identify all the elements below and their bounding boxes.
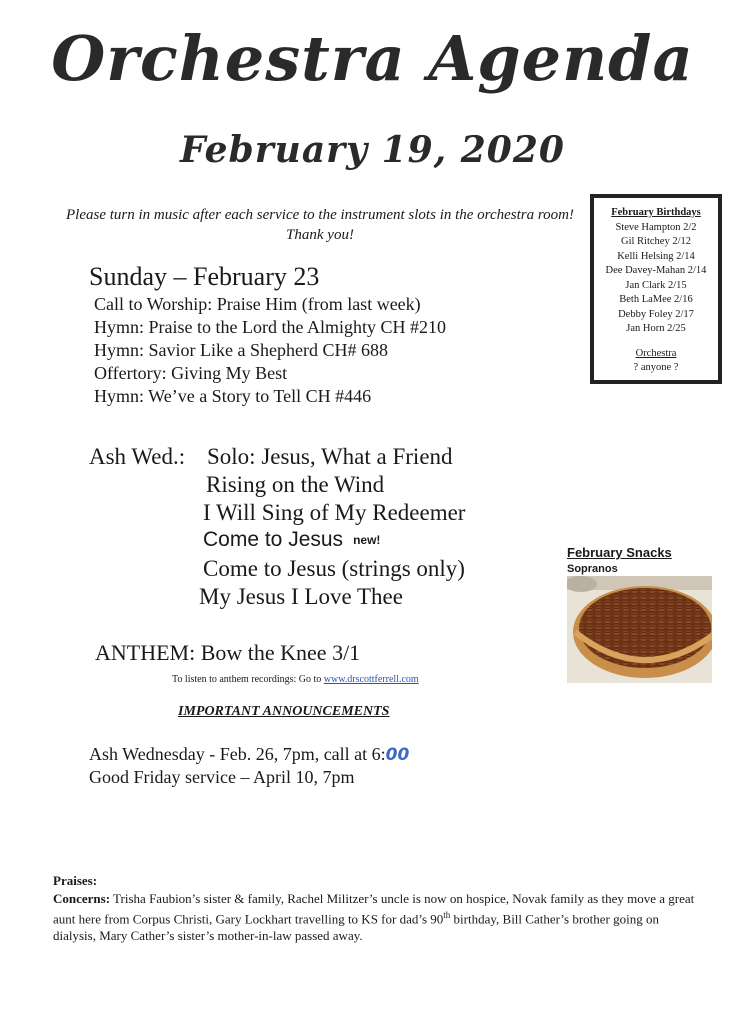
page-title: Orchestra Agenda: [51, 22, 694, 95]
concerns-label: Concerns:: [53, 891, 111, 906]
page-date: February 19, 2020: [180, 129, 565, 171]
praises-label: Praises:: [53, 873, 98, 888]
sunday-item-offertory: Offertory: Giving My Best: [94, 363, 288, 383]
birthday-entry: Steve Hampton 2/2: [615, 221, 697, 233]
concerns-text-a: Trisha Faubion’s sister & family, Rachel Militzer’s uncle is now on hospice, Novak family as they move a great aunt here from Corpus Christi, Gary Lockhart travelling to KS for dad’s 90: [53, 891, 695, 927]
snacks-heading: February Snacks: [567, 545, 672, 560]
anthem-line: ANTHEM: Bow the Knee 3/1: [95, 640, 361, 665]
anthem-recordings-link[interactable]: www.drscottferrell.com: [323, 674, 419, 685]
sunday-item-hymn-3: Hymn: We’ve a Story to Tell CH #446: [94, 386, 372, 406]
sunday-item-call-to-worship: Call to Worship: Praise Him (from last week): [94, 294, 421, 314]
birthday-entry: Gil Ritchey 2/12: [621, 236, 691, 247]
concerns-paragraph: [53, 890, 703, 944]
announcement-good-friday: Good Friday service – April 10, 7pm: [89, 767, 355, 787]
announcements-heading: IMPORTANT ANNOUNCEMENTS: [178, 704, 390, 719]
handwritten-time: 00: [385, 745, 410, 765]
sunday-heading: Sunday – February 23: [89, 262, 320, 291]
ash-item-solo: Solo: Jesus, What a Friend: [207, 444, 453, 469]
new-badge: new!: [353, 533, 381, 548]
birthday-entry: Dee Davey-Mahan 2/14: [605, 265, 707, 276]
announcement-ash-wednesday-text: Ash Wednesday - Feb. 26, 7pm, call at 6:: [89, 744, 386, 764]
concerns-ordinal: th: [443, 910, 451, 920]
listen-note: [172, 674, 419, 685]
listen-text: To listen to anthem recordings: Go to: [172, 674, 322, 685]
instruction-note: Please turn in music after each service to the instrument slots in the orchestra room! Thank you!: [66, 207, 574, 243]
birthday-entry: Jan Clark 2/15: [625, 279, 687, 291]
concerns-text-b: birthday, Bill Cather’s brother going on dialysis, Mary Cather’s sister’s mother-in-law passed away.: [53, 911, 659, 944]
ash-item-rising: Rising on the Wind: [206, 472, 385, 497]
birthday-entry: Debby Foley 2/17: [618, 308, 694, 320]
orchestra-birthday-value: ? anyone ?: [633, 362, 679, 373]
birthdays-box: [590, 194, 722, 384]
snacks-group: Sopranos: [567, 563, 618, 575]
ash-item-my-jesus: My Jesus I Love Thee: [199, 584, 403, 609]
orchestra-birthday-label: Orchestra: [635, 347, 677, 359]
ash-item-come-to-jesus: [203, 528, 380, 552]
birthday-entry: Beth LaMee 2/16: [619, 294, 693, 305]
birthday-entry: Kelli Helsing 2/14: [617, 250, 695, 262]
birthday-entry: Jan Horn 2/25: [626, 323, 686, 334]
pecan-pie-photo: [567, 576, 712, 683]
sunday-item-hymn-2: Hymn: Savior Like a Shepherd CH# 688: [94, 340, 388, 360]
announcement-ash-wednesday: [89, 744, 409, 765]
ash-wed-label: Ash Wed.:: [89, 444, 186, 469]
birthdays-heading: February Birthdays: [611, 207, 701, 218]
ash-item-strings: Come to Jesus (strings only): [203, 556, 465, 581]
ash-item-come-to-jesus-label: Come to Jesus: [203, 528, 344, 551]
ash-item-redeemer: I Will Sing of My Redeemer: [203, 500, 466, 525]
sunday-item-hymn-1: Hymn: Praise to the Lord the Almighty CH #210: [94, 317, 446, 337]
